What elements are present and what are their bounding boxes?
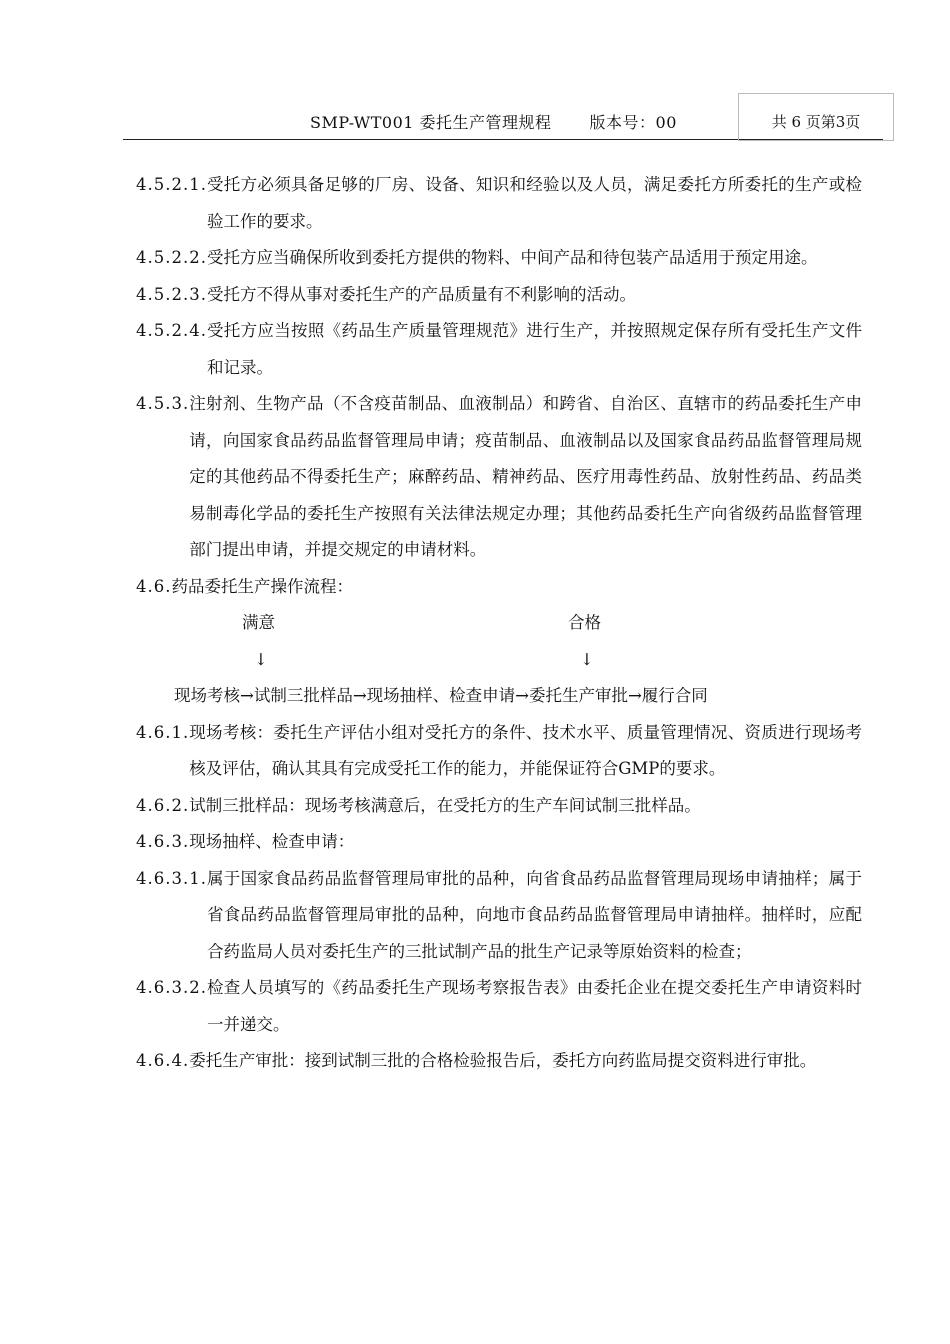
clause-4-6-3-1 <box>136 861 862 971</box>
clause-4-5-2-2 <box>136 240 862 277</box>
clause-4-6 <box>136 569 862 606</box>
clause-number: 4.6.4. <box>136 1051 190 1070</box>
clause-text: 属于国家食品药品监督管理局审批的品种，向省食品药品监督管理局现场申请抽样；属于省食品药品监督管理局审批的品种，向地市食品药品监督管理局申请抽样。抽样时，应配合药监局人员对委托生产的三批试制产品的批生产记录等原始资料的检查； <box>206 868 862 961</box>
clause-number: 4.5.2.1. <box>136 175 207 194</box>
clause-4-5-2-3 <box>136 277 862 314</box>
clause-number: 4.6.3.2. <box>136 978 207 997</box>
clause-number: 4.6.1. <box>136 722 190 742</box>
clause-text: 试制三批样品：现场考核满意后，在受托方的生产车间试制三批样品。 <box>189 795 701 815</box>
down-arrow-icon: ↓ <box>580 649 594 669</box>
clause-4-5-2-1 <box>136 167 862 240</box>
clause-text: 受托方应当按照《药品生产质量管理规范》进行生产，并按照规定保存所有受托生产文件和记录。 <box>206 321 862 377</box>
clause-4-6-3 <box>136 824 862 861</box>
clause-text: 现场考核：委托生产评估小组对受托方的条件、技术水平、质量管理情况、资质进行现场考核及评估，确认其具有完成受托工作的能力，并能保证符合GMP的要求。 <box>189 722 862 778</box>
flow-labels <box>136 605 862 642</box>
clause-number: 4.5.2.4. <box>136 321 207 340</box>
clause-text: 现场抽样、检查申请： <box>189 832 355 851</box>
flow-label-satisfied: 满意 <box>242 613 275 632</box>
clause-number: 4.5.3. <box>136 394 190 413</box>
flow-arrows <box>136 642 862 679</box>
clause-text: 受托方不得从事对委托生产的产品质量有不利影响的活动。 <box>206 284 636 304</box>
version-number: 版本号：00 <box>589 113 677 132</box>
document-header <box>310 110 677 133</box>
clause-number: 4.6. <box>136 576 172 596</box>
page-number-box <box>738 93 894 141</box>
down-arrow-icon: ↓ <box>254 649 268 669</box>
clause-text: 受托方必须具备足够的厂房、设备、知识和经验以及人员，满足委托方所委托的生产或检验工作的要求。 <box>206 175 862 231</box>
clause-number: 4.5.2.2. <box>136 248 207 267</box>
document-title: SMP-WT001 委托生产管理规程 <box>310 113 552 132</box>
page-number: 共 6 页第3页 <box>771 113 861 131</box>
clause-text: 委托生产审批：接到试制三批的合格检验报告后，委托方向药监局提交资料进行审批。 <box>189 1051 817 1070</box>
clause-text: 检查人员填写的《药品委托生产现场考察报告表》由委托企业在提交委托生产申请资料时一并递交。 <box>206 978 862 1034</box>
clause-4-5-3 <box>136 386 862 569</box>
clause-4-6-4 <box>136 1043 862 1080</box>
clause-4-5-2-4 <box>136 313 862 386</box>
clause-text: 受托方应当确保所收到委托方提供的物料、中间产品和待包装产品适用于预定用途。 <box>206 248 818 267</box>
clause-text: 注射剂、生物产品（不含疫苗制品、血液制品）和跨省、自治区、直辖市的药品委托生产申请，向国家食品药品监督管理局申请；疫苗制品、血液制品以及国家食品药品监督管理局规定的其他药品不得委托生产；麻醉药品、精神药品、医疗用毒性药品、放射性药品、药品类易制毒化学品的委托生产按照有关法律法规定办理；其他药品委托生产向省级药品监督管理部门提出申请，并提交规定的申请材料。 <box>189 394 862 559</box>
clause-number: 4.6.3. <box>136 832 190 851</box>
flow-label-qualified: 合格 <box>568 613 601 632</box>
process-flow-line: 现场考核→试制三批样品→现场抽样、检查申请→委托生产审批→履行合同 <box>174 686 708 705</box>
clause-number: 4.6.3.1. <box>136 868 207 888</box>
clause-text: 药品委托生产操作流程： <box>171 576 353 596</box>
clause-number: 4.6.2. <box>136 795 190 815</box>
document-body <box>136 167 862 1080</box>
clause-4-6-1 <box>136 715 862 788</box>
clause-4-6-2 <box>136 788 862 825</box>
clause-number: 4.5.2.3. <box>136 284 207 304</box>
clause-4-6-3-2 <box>136 970 862 1043</box>
